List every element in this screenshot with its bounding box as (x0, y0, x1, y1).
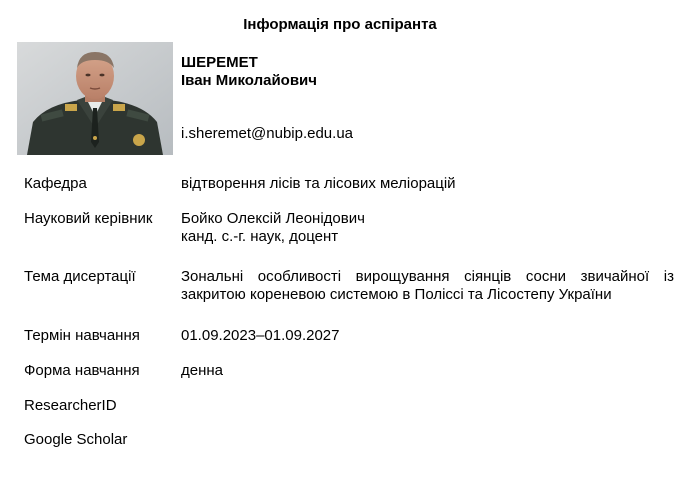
thesis-label: Тема дисертації (24, 268, 136, 285)
term-value: 01.09.2023–01.09.2027 (181, 327, 340, 344)
google-scholar-label: Google Scholar (24, 431, 128, 448)
supervisor-degree: канд. с.-г. наук, доцент (181, 228, 339, 245)
term-label: Термін навчання (24, 327, 140, 344)
student-given-names: Іван Миколайович (181, 72, 317, 89)
student-surname: ШЕРЕМЕТ (181, 54, 258, 71)
thesis-value (181, 268, 674, 304)
department-label: Кафедра (24, 175, 87, 192)
supervisor-name: Бойко Олексій Леонідович (181, 210, 365, 227)
supervisor-value (181, 210, 365, 246)
thesis-line-1: Зональні особливості вирощування сіянців сосни звичайної із (181, 268, 674, 285)
student-photo (17, 42, 173, 155)
page-title: Інформація про аспіранта (243, 16, 437, 33)
study-form-value: денна (181, 362, 224, 379)
department-value: відтворення лісів та лісових меліорацій (181, 175, 456, 192)
student-email[interactable]: i.sheremet@nubip.edu.ua (181, 125, 354, 142)
thesis-line-2: закритою кореневою системою в Поліссі та Лісостепу України (181, 286, 612, 303)
researcherid-label: ResearcherID (24, 397, 117, 414)
supervisor-label: Науковий керівник (24, 210, 153, 227)
study-form-label: Форма навчання (24, 362, 140, 379)
